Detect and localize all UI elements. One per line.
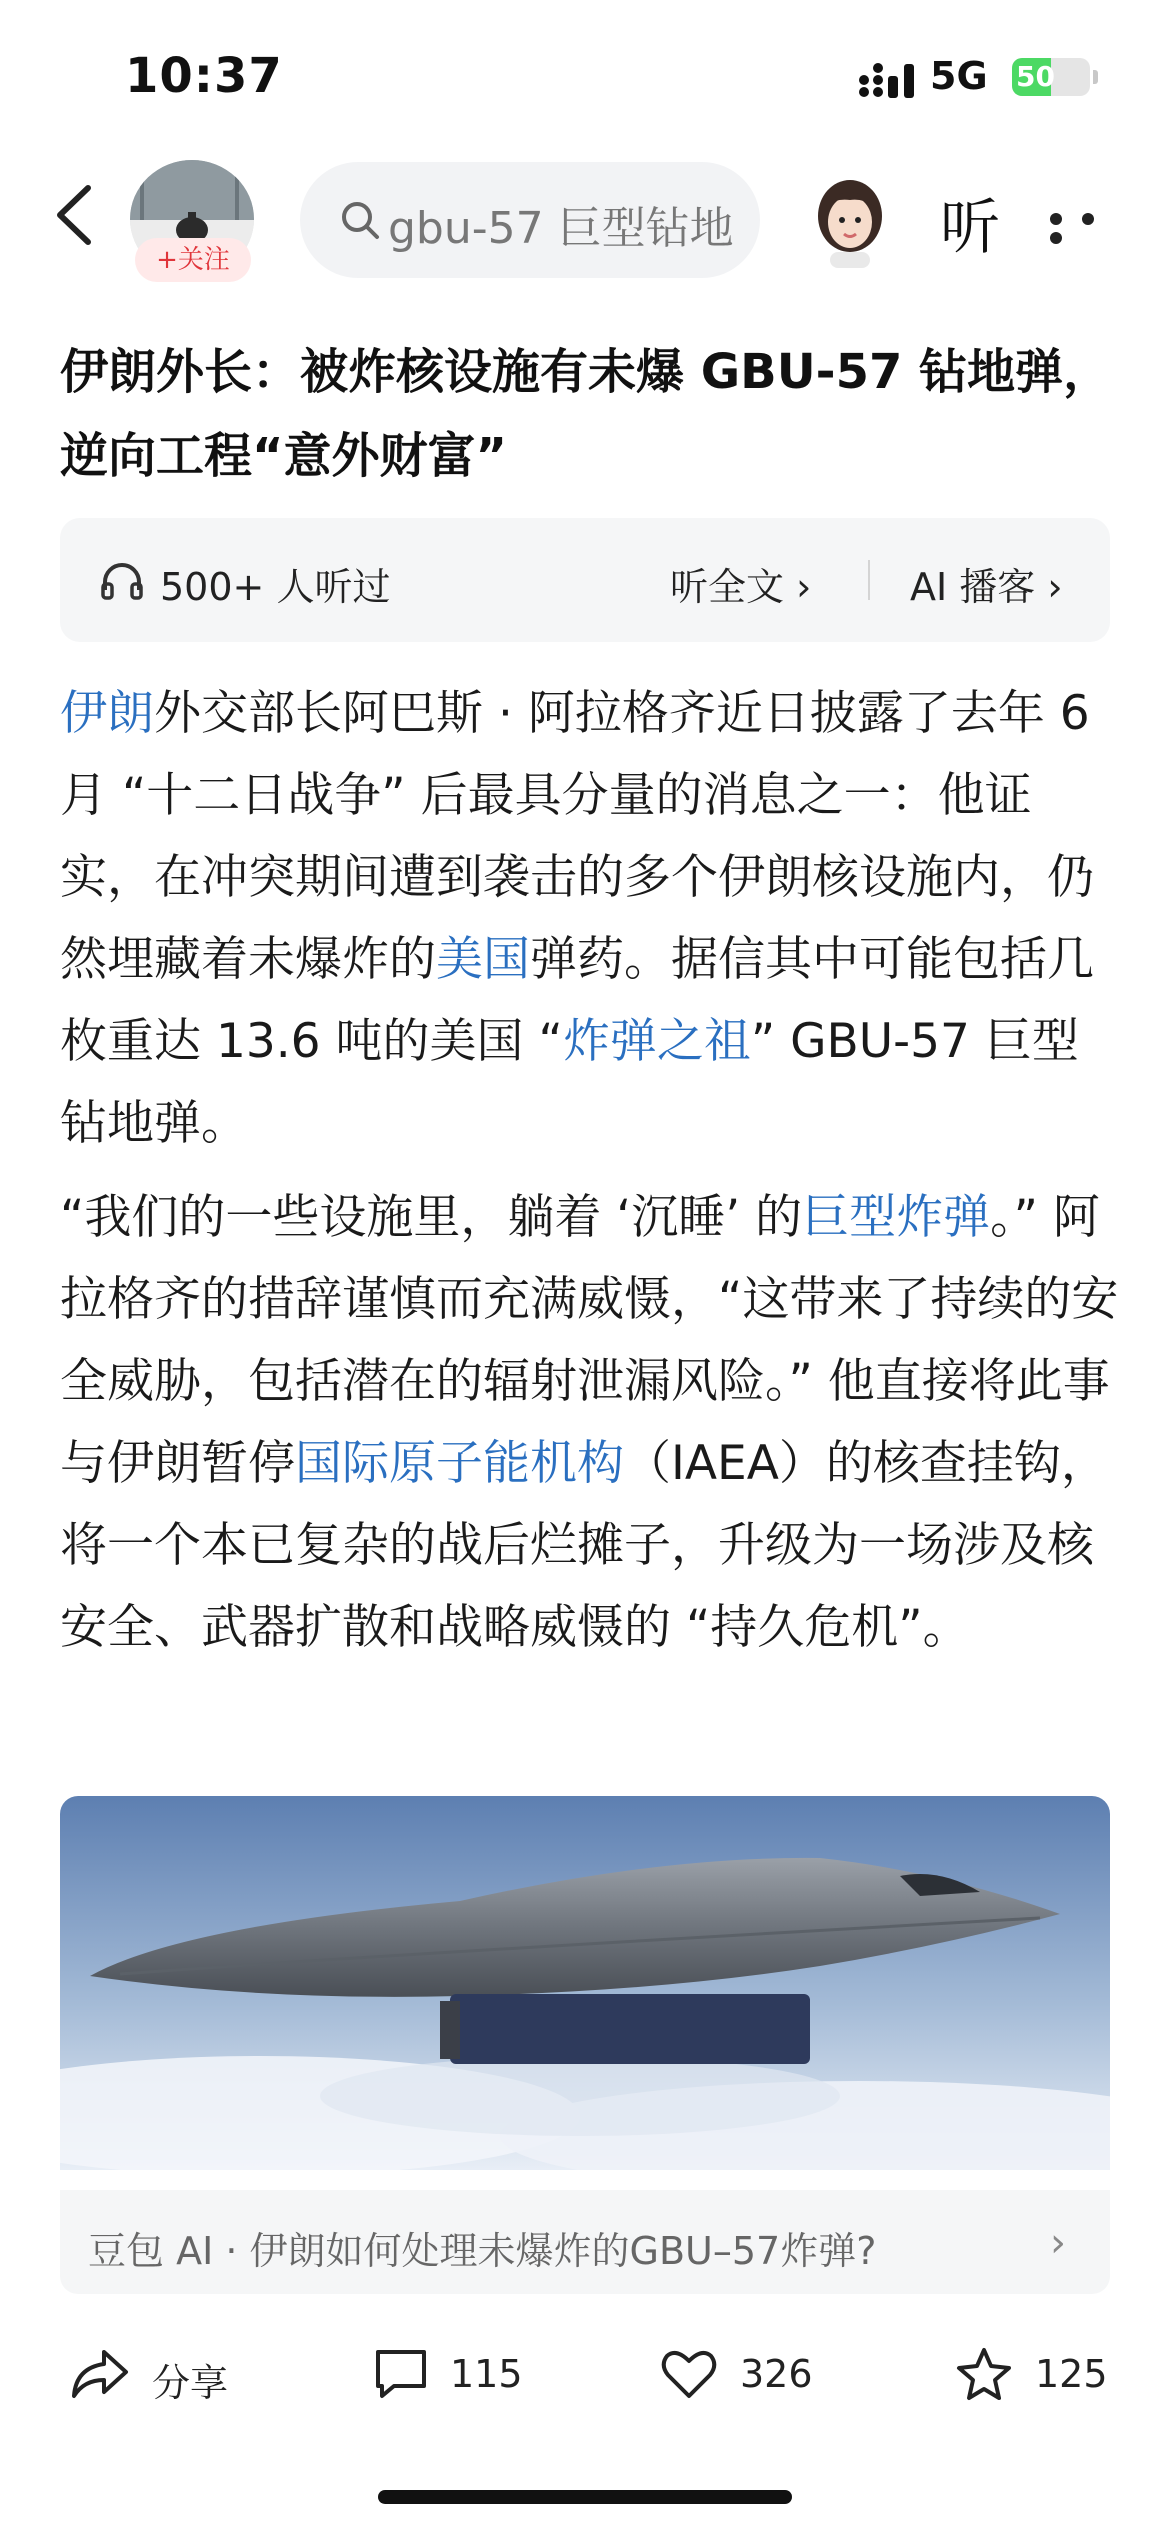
like-button[interactable]: [660, 2330, 830, 2430]
bottom-action-bar: [0, 2330, 1170, 2450]
comment-icon: [372, 2346, 430, 2402]
more-dots-icon[interactable]: [1050, 210, 1140, 230]
battery-cap: [1093, 70, 1098, 84]
link-iran[interactable]: 伊朗: [60, 686, 154, 741]
paragraph-text: 外交部长阿巴斯 · 阿拉格齐近日披露了去年 6 月 “十二日战争” 后最具分量的消息之一：他证实，在冲突期间遭到袭击的多个伊朗核设施内，仍然埋藏着未爆炸的: [60, 686, 1094, 987]
heart-icon: [660, 2346, 718, 2402]
share-button[interactable]: [70, 2330, 250, 2430]
listen-count: 500+ 人听过: [160, 565, 391, 609]
stealth-bomber-image: [60, 1796, 1110, 2170]
paragraph-text: “我们的一些设施里，躺着 ‘沉睡’ 的: [60, 1190, 803, 1245]
paragraph-text: 。” 阿拉格齐的措辞谨慎而充满威慑，“这带来了持续的安全威胁，包括潜在的辐射泄漏风险。” 他直接将此事与伊朗暂停: [60, 1190, 1119, 1491]
comment-count: 115: [450, 2352, 523, 2396]
article-title: 伊朗外长：被炸核设施有未爆 GBU-57 钻地弹，逆向工程“意外财富”: [60, 344, 1112, 484]
search-query: gbu-57 巨型钻地: [388, 203, 734, 254]
link-mother-of-bombs[interactable]: 炸弹之祖: [562, 1014, 751, 1069]
paragraph-text: 弹药。据信其中可能包括几枚重达 13.6 吨的美国 “: [60, 932, 1094, 1069]
listen-card: [60, 518, 1110, 642]
share-label: 分享: [152, 2361, 229, 2405]
ai-question-text: 豆包 AI · 伊朗如何处理未爆炸的GBU–57炸弹?: [88, 2229, 877, 2273]
search-bar[interactable]: [300, 162, 760, 278]
article-paragraph-1: [60, 673, 1120, 1165]
ai-question-card[interactable]: [60, 2190, 1110, 2294]
follow-button[interactable]: +关注: [135, 238, 251, 282]
share-icon: [70, 2346, 130, 2402]
ai-podcast-button[interactable]: AI 播客 ›: [910, 565, 1063, 609]
chevron-right-icon: ›: [1050, 2220, 1066, 2266]
link-usa[interactable]: 美国: [436, 932, 530, 987]
cellular-signal-icon: [858, 62, 918, 98]
home-indicator[interactable]: [378, 2490, 792, 2504]
top-nav: [0, 150, 1170, 290]
search-icon: [340, 200, 380, 240]
battery-icon: [1012, 58, 1090, 96]
link-iaea[interactable]: 国际原子能机构: [295, 1436, 624, 1491]
article-paragraph-2: [60, 1177, 1120, 1669]
comment-button[interactable]: [372, 2330, 532, 2430]
back-chevron-icon[interactable]: [46, 180, 106, 250]
battery-level: 50: [1016, 60, 1055, 93]
status-bar: [0, 0, 1170, 150]
listen-button[interactable]: 听: [940, 193, 1000, 263]
favorite-button[interactable]: [955, 2330, 1125, 2430]
listen-full-text-button[interactable]: 听全文 ›: [670, 565, 812, 609]
network-type: 5G: [930, 54, 988, 98]
star-icon: [955, 2346, 1013, 2402]
paragraph-text: ” GBU-57 巨型钻地弹。: [60, 1014, 1079, 1151]
status-time: 10:37: [125, 48, 283, 104]
link-giant-bomb[interactable]: 巨型炸弹: [802, 1190, 991, 1245]
ai-assistant-avatar-icon[interactable]: [808, 172, 892, 268]
paragraph-text: （IAEA）的核查挂钩，将一个本已复杂的战后烂摊子，升级为一场涉及核安全、武器扩散和战略威慑的 “持久危机”。: [60, 1436, 1108, 1655]
divider: [868, 560, 870, 600]
headphone-icon: [100, 560, 144, 600]
favorite-count: 125: [1035, 2352, 1108, 2396]
article-image[interactable]: [60, 1796, 1110, 2170]
like-count: 326: [740, 2352, 813, 2396]
